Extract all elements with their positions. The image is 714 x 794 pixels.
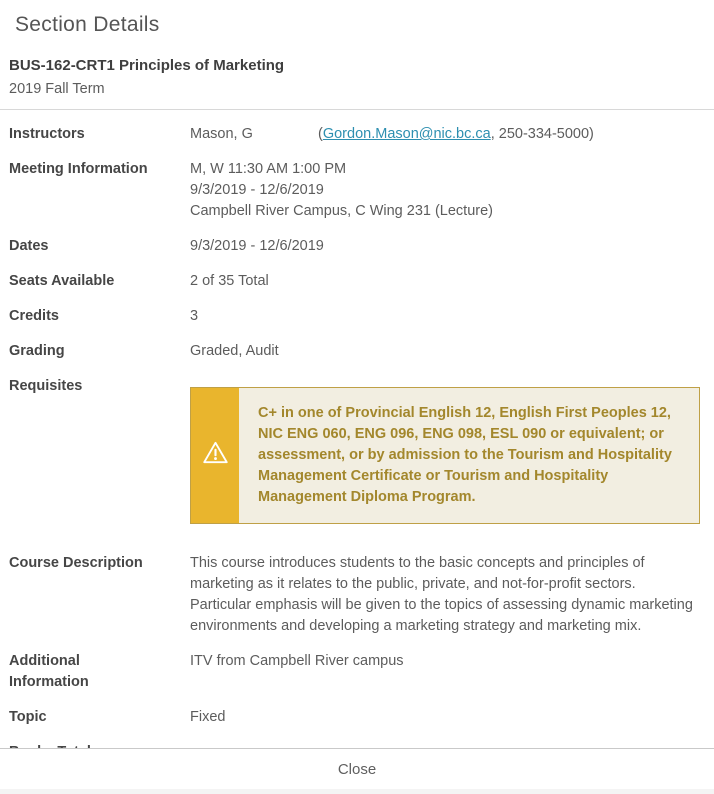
field-value — [190, 124, 700, 145]
warning-icon-stripe — [191, 388, 239, 523]
field-value: 3 — [190, 308, 199, 324]
field-value: 2 of 35 Total — [190, 273, 269, 289]
requisites-warning-text: C+ in one of Provincial English 12, English First Peoples 12, NIC ENG 060, ENG 096, ENG 098, ESL 090 or equivalent; or assessment, or by admission to the Tourism and Hospitality Management Certificate or Tourism and Hospitality Management Diploma Program. — [239, 388, 699, 523]
field-label: Grading — [9, 343, 65, 359]
instructor-email-link[interactable]: Gordon.Mason@nic.bc.ca — [322, 126, 491, 142]
field-label: Course Description — [9, 555, 143, 571]
field-label: Requisites — [9, 378, 83, 394]
field-row-seats-available — [9, 271, 700, 292]
course-title: BUS-162-CRT1 Principles of Marketing — [9, 57, 285, 74]
field-value: This course introduces students to the basic concepts and principles of marketing as it relates to the public, private, and not-for-profit sectors. Particular emphasis will be given to the topics of assessing dynamic marketing environments and developing a marketing strategy and marketing mix. — [190, 555, 693, 634]
field-value: ITV from Campbell River campus — [190, 653, 404, 669]
field-row-topic — [9, 707, 700, 728]
field-row-dates — [9, 236, 700, 257]
field-row-course-description — [9, 553, 700, 637]
close-button[interactable]: Close — [314, 755, 400, 784]
instructor-contact — [318, 124, 700, 145]
field-value: 9/3/2019 - 12/6/2019 — [190, 238, 324, 254]
field-row-requisites — [9, 376, 700, 539]
detail-rows — [0, 110, 714, 763]
course-term: 2019 Fall Term — [9, 81, 105, 97]
meeting-line: M, W 11:30 AM 1:00 PM — [190, 161, 347, 177]
requisites-warning-box — [190, 387, 700, 524]
meeting-line: Campbell River Campus, C Wing 231 (Lecture) — [190, 203, 493, 219]
field-value: Graded, Audit — [190, 343, 279, 359]
instructor-name: Mason, G — [190, 126, 253, 142]
field-value: Fixed — [190, 709, 226, 725]
field-value — [190, 159, 700, 222]
contact-phone: , 250-334-5000) — [490, 126, 594, 142]
field-label: Instructors — [9, 126, 85, 142]
field-label: Topic — [9, 709, 47, 725]
warning-triangle-icon — [202, 440, 229, 472]
field-row-additional-information — [9, 651, 700, 693]
field-row-grading — [9, 341, 700, 362]
meeting-line: 9/3/2019 - 12/6/2019 — [190, 182, 324, 198]
dialog-footer — [0, 748, 714, 789]
bottom-edge-strip — [0, 789, 714, 794]
field-row-credits — [9, 306, 700, 327]
contact-open-paren: ( — [318, 126, 323, 142]
field-label: Dates — [9, 238, 49, 254]
page-title: Section Details — [15, 13, 160, 36]
field-label: Additional Information — [9, 653, 89, 690]
field-label: Meeting Information — [9, 161, 148, 177]
field-value — [190, 376, 700, 539]
course-header — [0, 37, 714, 99]
field-label: Credits — [9, 308, 59, 324]
field-row-instructors — [9, 124, 700, 145]
field-row-meeting-information — [9, 159, 700, 222]
field-label: Seats Available — [9, 273, 115, 289]
